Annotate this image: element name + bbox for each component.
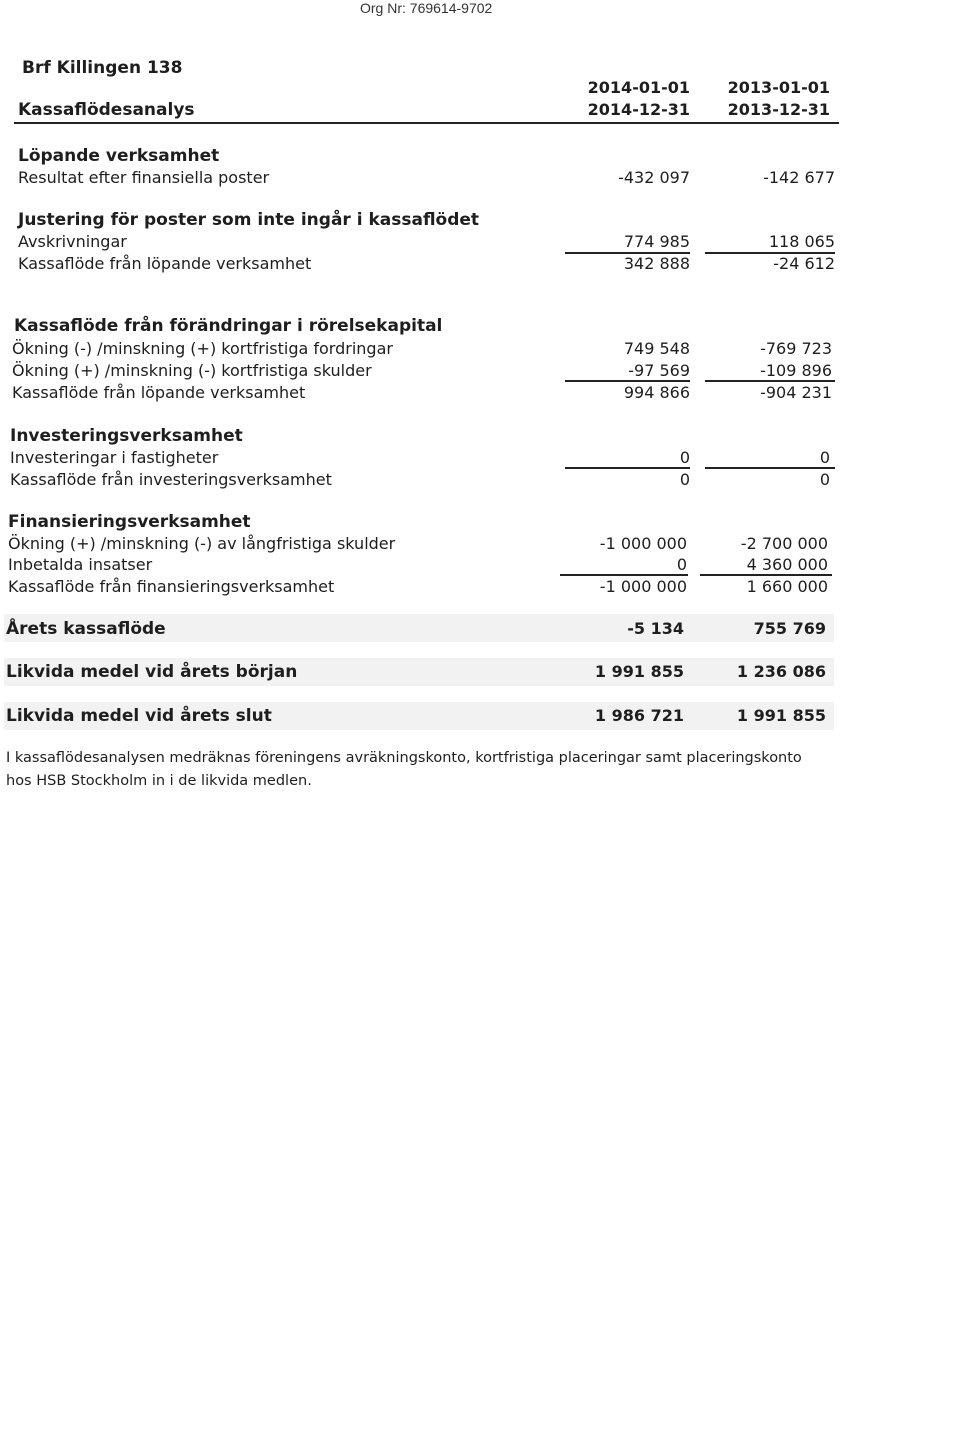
- total-label: Likvida medel vid årets slut: [6, 706, 272, 726]
- row-value-2013: 1 660 000: [746, 577, 828, 596]
- row-value-2014: 0: [679, 470, 690, 489]
- row-value-2014: -1 000 000: [599, 577, 687, 596]
- section-heading: Finansieringsverksamhet: [8, 512, 251, 532]
- row-value-2013: -142 677: [763, 168, 835, 187]
- row-label: Ökning (+) /minskning (-) av långfristiga skulder: [8, 534, 396, 553]
- row-value-2013: -24 612: [773, 254, 835, 273]
- row-label: Kassaflöde från finansieringsverksamhet: [8, 577, 335, 596]
- footnote-line-1: I kassaflödesanalysen medräknas föreningens avräkningskonto, kortfristiga placeringar samt placeringskonto: [6, 750, 802, 766]
- total-label: Likvida medel vid årets början: [6, 662, 298, 682]
- total-value-2013: 1 236 086: [736, 662, 826, 681]
- period-1-end: 2014-12-31: [587, 100, 690, 119]
- total-value-2013: 755 769: [753, 619, 826, 638]
- row-value-2013: 0: [819, 470, 830, 489]
- row-value-2013: 0: [819, 448, 830, 467]
- subtotal-rule-2014: [565, 467, 690, 469]
- subtotal-rule-2013: [700, 574, 832, 576]
- row-value-2013: 118 065: [768, 232, 835, 251]
- row-label: Kassaflöde från löpande verksamhet: [12, 383, 306, 402]
- subtotal-rule-2014: [565, 380, 690, 382]
- row-value-2013: -769 723: [760, 339, 832, 358]
- total-value-2014: 1 991 855: [594, 662, 684, 681]
- row-label: Investeringar i fastigheter: [10, 448, 219, 467]
- section-heading: Investeringsverksamhet: [10, 426, 243, 446]
- row-value-2014: 749 548: [623, 339, 690, 358]
- org-number: Org Nr: 769614-9702: [360, 0, 493, 16]
- section-heading: Justering för poster som inte ingår i kassaflödet: [18, 210, 480, 230]
- header-rule: [14, 122, 839, 124]
- row-value-2013: -109 896: [760, 361, 832, 380]
- row-value-2014: 0: [679, 448, 690, 467]
- row-label: Resultat efter finansiella poster: [18, 168, 270, 187]
- row-label: Avskrivningar: [18, 232, 127, 251]
- report-title: Kassaflödesanalys: [18, 100, 195, 120]
- footnote-line-2: hos HSB Stockholm in i de likvida medlen.: [6, 773, 312, 789]
- period-2-end: 2013-12-31: [727, 100, 830, 119]
- total-value-2014: 1 986 721: [594, 706, 684, 725]
- total-value-2014: -5 134: [627, 619, 684, 638]
- row-value-2014: 0: [676, 555, 687, 574]
- company-name: Brf Killingen 138: [22, 58, 183, 78]
- section-heading: Löpande verksamhet: [18, 146, 220, 166]
- total-label: Årets kassaflöde: [6, 619, 166, 639]
- row-value-2014: -1 000 000: [599, 534, 687, 553]
- row-label: Ökning (+) /minskning (-) kortfristiga skulder: [12, 361, 372, 380]
- subtotal-rule-2014: [560, 574, 688, 576]
- row-label: Kassaflöde från löpande verksamhet: [18, 254, 312, 273]
- row-value-2014: 774 985: [623, 232, 690, 251]
- row-value-2013: -2 700 000: [740, 534, 828, 553]
- row-value-2014: 342 888: [623, 254, 690, 273]
- subtotal-rule-2013: [705, 380, 835, 382]
- row-value-2013: -904 231: [760, 383, 832, 402]
- period-2-start: 2013-01-01: [727, 78, 830, 97]
- row-label: Inbetalda insatser: [8, 555, 153, 574]
- row-label: Kassaflöde från investeringsverksamhet: [10, 470, 332, 489]
- period-1-start: 2014-01-01: [587, 78, 690, 97]
- section-heading: Kassaflöde från förändringar i rörelsekapital: [14, 316, 443, 336]
- row-value-2013: 4 360 000: [746, 555, 828, 574]
- row-value-2014: -432 097: [618, 168, 690, 187]
- subtotal-rule-2013: [705, 467, 835, 469]
- row-value-2014: -97 569: [628, 361, 690, 380]
- total-value-2013: 1 991 855: [736, 706, 826, 725]
- row-value-2014: 994 866: [623, 383, 690, 402]
- row-label: Ökning (-) /minskning (+) kortfristiga fordringar: [12, 339, 393, 358]
